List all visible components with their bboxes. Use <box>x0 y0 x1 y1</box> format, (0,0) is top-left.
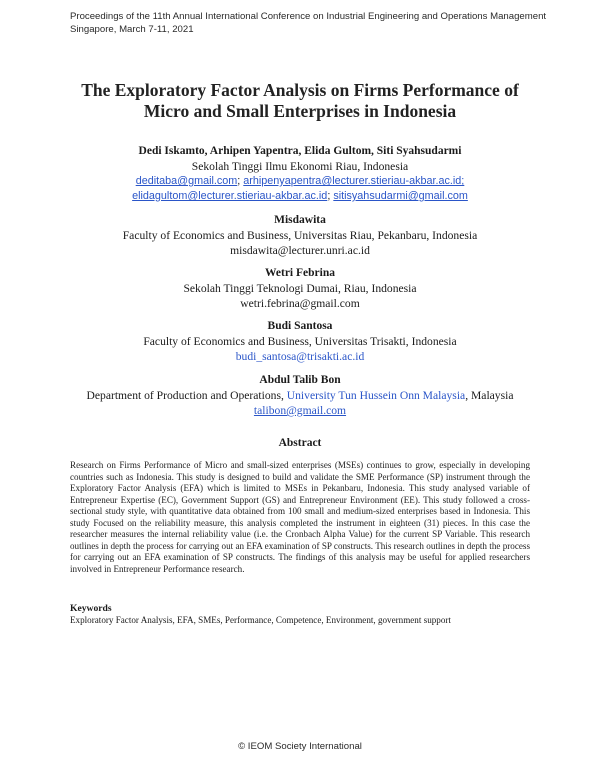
email-link[interactable]: elidagultom@lecturer.stieriau-akbar.ac.id <box>132 190 328 202</box>
proceedings-header <box>70 10 546 36</box>
author-name: Wetri Febrina <box>265 267 335 279</box>
author-group-5 <box>20 373 580 418</box>
author-email: misdawita@lecturer.unri.ac.id <box>230 244 370 257</box>
email-link[interactable]: deditaba@gmail.com <box>135 175 238 187</box>
author-names: Dedi Iskamto, Arhipen Yapentra, Elida Gultom, Siti Syahsudarmi <box>138 145 462 157</box>
author-name: Budi Santosa <box>267 320 333 332</box>
keywords-heading: Keywords <box>70 603 112 614</box>
email-link[interactable]: sitisyahsudarmi@gmail.com <box>333 190 468 202</box>
affiliation-part: Department of Production and Operations, <box>86 389 287 402</box>
abstract-text: Research on Firms Performance of Micro and small-sized enterprises (MSEs) continues to grow, especially in developing countries such as Indonesia. This study is designed to build and validate the SME Performance (SP) instrument through the Exploratory Factor Analysis (EFA) which is limited to MSEs in Pekanbaru, Indonesia. This study analysed variable of Entrepreneur Expertise (EC), Government Support (GS) and Entrepreneur Environment (EE). This study followed a cross-sectional study style, with quantitative data obtained from 100 small and medium-sized enterprises based in Indonesia. This study Focused on the reliability measure, this analysis completed the instrument in eighteen (31) pieces. In this case the researcher measures the internal reliability value (i.e. the Cronbach Alpha Value) for the current SP Variable. This research outlines in depth the process for carrying out an EFA examination of SP constructs. This research outlines in depth the process for carrying out an EFA examination of SP constructs. The findings of this analysis may be useful for applied researchers involved in Entrepreneur Performance research. <box>70 460 530 574</box>
title-line-2: Micro and Small Enterprises in Indonesia <box>143 101 457 121</box>
author-email: wetri.febrina@gmail.com <box>240 297 360 310</box>
page-footer: © IEOM Society International <box>238 741 362 752</box>
affiliation-part: , Malaysia <box>465 389 514 402</box>
author-affiliation: Faculty of Economics and Business, Universitas Trisakti, Indonesia <box>143 335 457 348</box>
title-line-1: The Exploratory Factor Analysis on Firms Performance of <box>81 80 519 100</box>
paper-title <box>40 80 560 122</box>
author-group-1 <box>20 144 580 204</box>
author-affiliation: Faculty of Economics and Business, Universitas Riau, Pekanbaru, Indonesia <box>122 229 478 242</box>
email-link[interactable]: budi_santosa@trisakti.ac.id <box>235 350 365 363</box>
author-affiliation: Sekolah Tinggi Teknologi Dumai, Riau, Indonesia <box>183 282 417 295</box>
header-line-2: Singapore, March 7-11, 2021 <box>70 24 194 35</box>
author-affiliation: Sekolah Tinggi Ilmu Ekonomi Riau, Indonesia <box>191 160 409 173</box>
author-name: Abdul Talib Bon <box>259 374 341 386</box>
email-link[interactable]: arhipenyapentra@lecturer.stieriau-akbar.ac.id; <box>243 175 465 187</box>
email-link[interactable]: talibon@gmail.com <box>253 404 347 417</box>
keywords-text: Exploratory Factor Analysis, EFA, SMEs, Performance, Competence, Environment, government support <box>70 615 451 625</box>
university-link[interactable]: University Tun Hussein Onn Malaysia <box>286 389 466 402</box>
author-emails-line-2 <box>20 189 580 204</box>
author-group-3 <box>20 266 580 311</box>
abstract-heading: Abstract <box>278 437 322 449</box>
author-emails-line-1 <box>20 174 580 189</box>
email-separator: ; <box>237 175 241 187</box>
author-affiliation <box>20 388 580 403</box>
author-group-4 <box>20 319 580 364</box>
author-group-2 <box>20 213 580 258</box>
email-separator: ; <box>327 190 331 202</box>
author-name: Misdawita <box>274 214 326 226</box>
header-line-1: Proceedings of the 11th Annual International Conference on Industrial Engineering and Operations Management <box>70 11 547 22</box>
